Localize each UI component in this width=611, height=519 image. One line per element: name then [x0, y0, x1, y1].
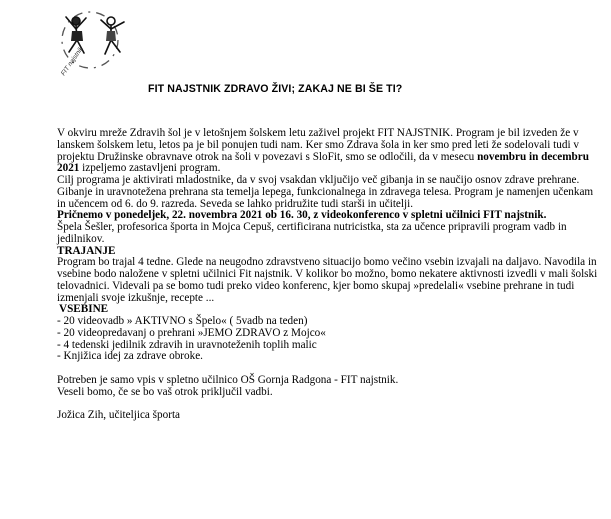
- contents-item: - 20 videopredavanj o prehrani »JEMO ZDRAVO z Mojco«: [57, 326, 326, 339]
- document-title: FIT NAJSTNIK ZDRAVO ŽIVI; ZAKAJ NE BI ŠE TI?: [148, 83, 403, 95]
- duration-heading: TRAJANJE: [57, 244, 116, 257]
- goal-paragraph: Cilj programa je aktivirati mladostnike, da v svoj vsakdan vključijo več gibanja in se naučijo osnov zdrave prehrane. Gibanje in uravnotežena prehrana sta temelja lepega, funkcionalnega in zdravega telesa. Program je namenjen učenkam in učencem od 6. do 9. razreda. Seveda se lahko pridružite tudi starši in učitelji.: [57, 174, 594, 210]
- start-announcement: Pričnemo v ponedeljek, 22. novembra 2021 ob 16. 30, z videokonferenco v spletni učilnici FIT najstnik.: [57, 209, 547, 222]
- contents-item: - 20 videovadb » AKTIVNO s Špelo« ( 5vadb na teden): [57, 315, 308, 327]
- logo-caption: FIT najstnik: [59, 45, 85, 78]
- signature: Jožica Zih, učiteljica športa: [57, 409, 181, 421]
- contents-heading: VSEBINE: [59, 303, 109, 316]
- document-body: [57, 128, 602, 422]
- presenters-paragraph: Špela Šešler, profesorica športa in Mojca Cepuš, certificirana nutricistka, sta za učence pripravili program vadb in jedilnikov.: [57, 221, 567, 245]
- registration-paragraph: Potreben je samo vpis v spletno učilnico OŠ Gornja Radgona - FIT najstnik.: [57, 373, 399, 386]
- closing-paragraph: Veseli bomo, če se bo vaš otrok priključil vadbi.: [57, 385, 273, 398]
- contents-item: - 4 tedenski jedilnik zdravih in uravnoteženih toplih malic: [57, 338, 317, 351]
- duration-paragraph: Program bo trajal 4 tedne. Glede na neugodno zdravstveno situacijo bomo večino vsebin izvajali na daljavo. Navodila in vsebine bodo naložene v spletni učilnici Fit najstnik. V kolikor bo možno, bomo nekatere aktivnosti izvedli v mali šolski telovadnici. Videvali pa se bomo tudi preko video konferenc, kjer bomo skupaj »predelali« vsebine prehrane in tudi izmenjali svoje izkušnje, recepte ...: [57, 256, 598, 304]
- contents-item: - Knjižica idej za zdrave obroke.: [57, 350, 203, 363]
- intro-paragraph: V okviru mreže Zdravih šol je v letošnjem šolskem letu zaživel projekt FIT NAJSTNIK. Program je bil izveden že v lanskem šolskem letu, letos pa je bil ponujen tudi nam. Ker smo Zdrava šola in ker smo pred leti že sodelovali tudi v projektu Družinske obravnave otrok na šoli v povezavi s SloFit, smo se odločili, da v mesecu novembru in decembru 2021 izpeljemo zastavljeni program.: [57, 127, 589, 175]
- fit-najstnik-logo: [54, 4, 140, 104]
